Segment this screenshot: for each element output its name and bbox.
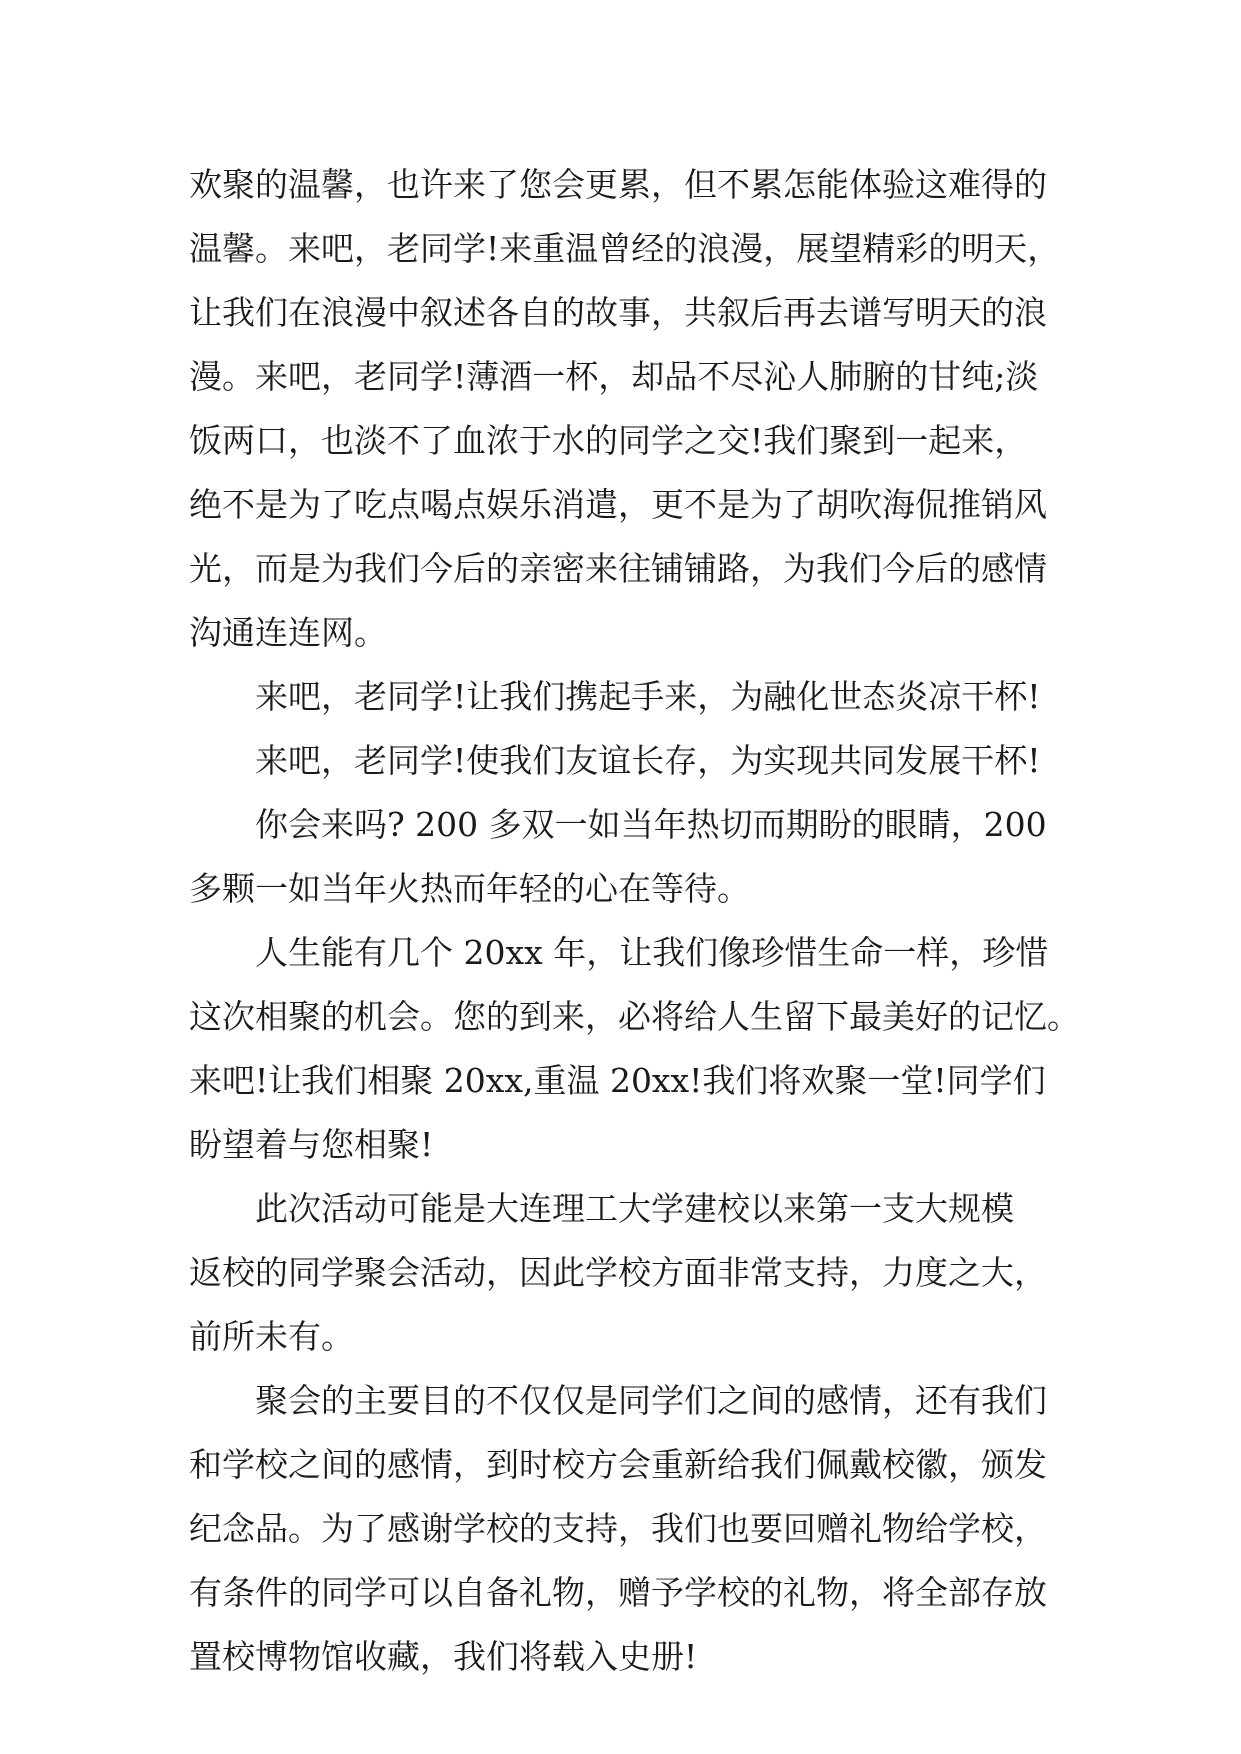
- paragraph: [189, 921, 1089, 1177]
- text-line: 置校博物馆收藏，我们将载入史册!: [189, 1637, 698, 1676]
- text-line: 返校的同学聚会活动，因此学校方面非常支持，力度之大，: [189, 1253, 1047, 1292]
- text-line: 让我们在浪漫中叙述各自的故事，共叙后再去谱写明天的浪: [189, 293, 1047, 332]
- text-line: 饭两口，也淡不了血浓于水的同学之交!我们聚到一起来，: [189, 421, 1028, 460]
- text-line: 这次相聚的机会。您的到来，必将给人生留下最美好的记忆。: [189, 997, 1080, 1036]
- text-line: 光，而是为我们今后的亲密来往铺铺路，为我们今后的感情: [189, 549, 1047, 588]
- text-line: 此次活动可能是大连理工大学建校以来第一支大规模: [255, 1189, 1014, 1228]
- paragraph: [189, 793, 1089, 921]
- paragraph: [189, 1177, 1089, 1369]
- paragraph: [189, 665, 1089, 729]
- text-line: 温馨。来吧，老同学!来重温曾经的浪漫，展望精彩的明天，: [189, 229, 1061, 268]
- paragraph: [189, 153, 1089, 665]
- text-line: 绝不是为了吃点喝点娱乐消遣，更不是为了胡吹海侃推销风: [189, 485, 1047, 524]
- text-line: 聚会的主要目的不仅仅是同学们之间的感情，还有我们: [255, 1381, 1047, 1420]
- text-line: 人生能有几个 20xx 年，让我们像珍惜生命一样，珍惜: [255, 933, 1049, 972]
- paragraph: [189, 1369, 1089, 1689]
- text-line: 前所未有。: [189, 1317, 354, 1356]
- text-line: 和学校之间的感情，到时校方会重新给我们佩戴校徽，颁发: [189, 1445, 1047, 1484]
- text-line: 纪念品。为了感谢学校的支持，我们也要回赠礼物给学校，: [189, 1509, 1047, 1548]
- text-line: 来吧，老同学!让我们携起手来，为融化世态炎凉干杯!: [255, 677, 1041, 716]
- text-line: 漫。来吧，老同学!薄酒一杯，却品不尽沁人肺腑的甘纯;淡: [189, 357, 1039, 396]
- text-line: 盼望着与您相聚!: [189, 1125, 434, 1164]
- text-line: 沟通连连网。: [189, 613, 387, 652]
- text-line: 来吧，老同学!使我们友谊长存，为实现共同发展干杯!: [255, 741, 1041, 780]
- text-line: 你会来吗? 200 多双一如当年热切而期盼的眼睛，200: [255, 805, 1047, 844]
- paragraph: [189, 729, 1089, 793]
- text-line: 多颗一如当年火热而年轻的心在等待。: [189, 869, 750, 908]
- document-body: [189, 153, 1089, 1689]
- text-line: 有条件的同学可以自备礼物，赠予学校的礼物，将全部存放: [189, 1573, 1047, 1612]
- text-line: 欢聚的温馨，也许来了您会更累，但不累怎能体验这难得的: [189, 165, 1047, 204]
- text-line: 来吧!让我们相聚 20xx,重温 20xx!我们将欢聚一堂!同学们: [189, 1061, 1046, 1100]
